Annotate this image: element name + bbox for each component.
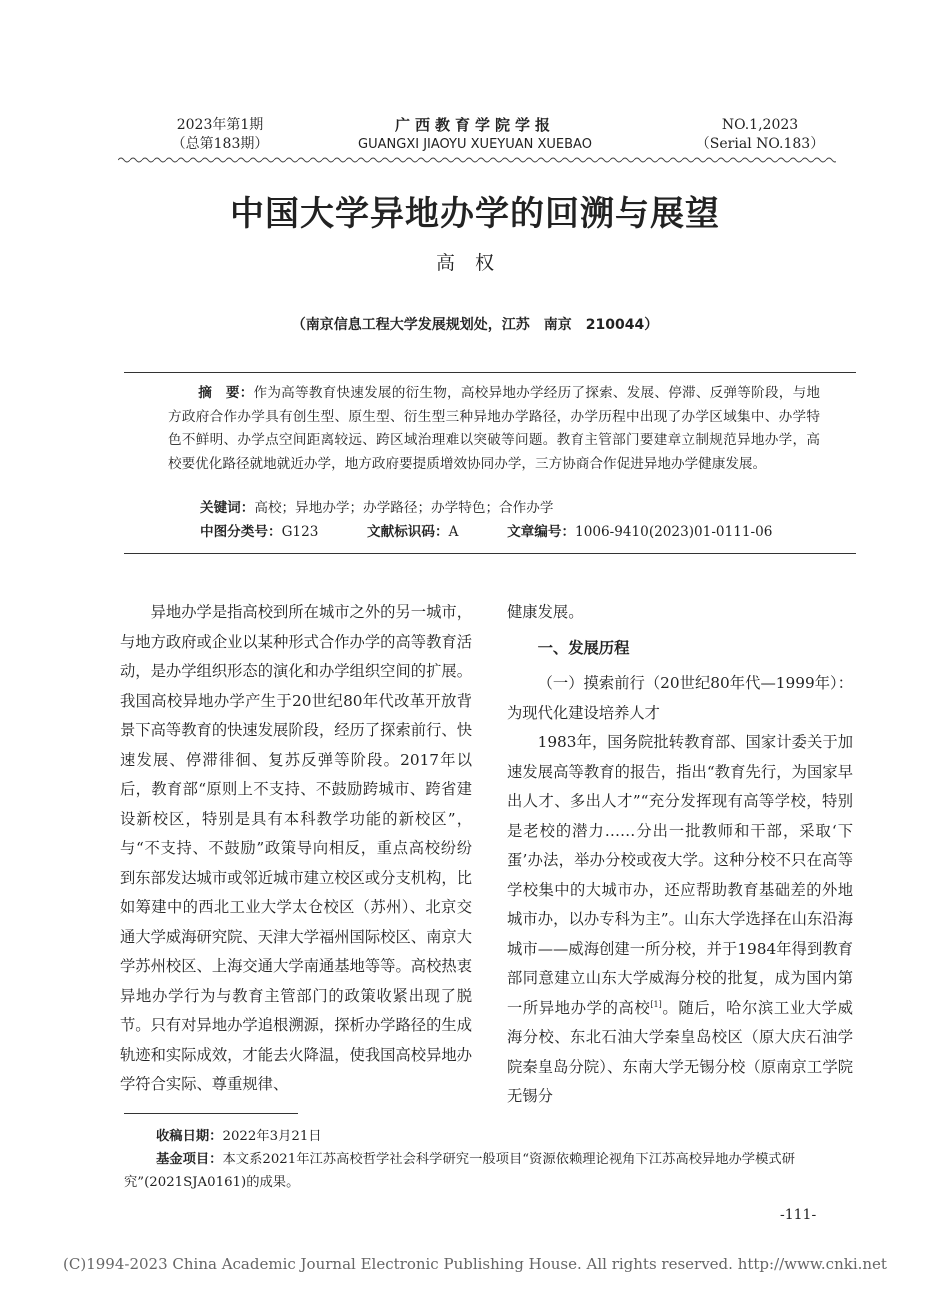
abstract-top-rule xyxy=(124,372,856,373)
issue-no: NO.1,2023 xyxy=(721,117,799,133)
footnote-rule xyxy=(124,1113,298,1114)
doc-code-value: A xyxy=(448,524,459,540)
issue-year: 2023年第1期 xyxy=(176,117,264,133)
keywords xyxy=(200,497,553,519)
subsection-heading: （一）摸索前行（20世纪80年代—1999年）：为现代化建设培养人才 xyxy=(507,674,853,722)
received-label: 收稿日期： xyxy=(156,1129,223,1144)
body-right-column xyxy=(507,598,853,1112)
body-continuation: 健康发展。 xyxy=(507,603,584,621)
issue-serial: （总第183期） xyxy=(171,136,269,152)
body-text-part: 1983年，国务院批转教育部、国家计委关于加速发展高等教育的报告，指出“教育先行，为国家早出人才、多出人才”“充分发挥现有高等学校，特别是老校的潜力……分出一批教师和干部，采取‘下蛋’办法，举办分校或夜大学。这种分校不只在高等学校集中的大城市办，还应帮助教育基础差的外地城市办，以办专科为主”。山东大学选择在山东沿海城市——威海创建一所分校，并于1984年得到教育部同意建立山东大学威海分校的批复，成为国内第一所异地办学的高校 xyxy=(507,733,853,1017)
keywords-label: 关键词： xyxy=(200,500,255,516)
fund-info xyxy=(124,1148,844,1194)
body-paragraph xyxy=(507,728,853,1112)
abstract xyxy=(168,382,820,476)
issue-info-en xyxy=(690,116,830,154)
reference-marker[interactable]: [1] xyxy=(650,999,662,1009)
issue-serial-en: （Serial NO.183） xyxy=(695,136,825,152)
body-paragraph: 异地办学是指高校到所在城市之外的另一城市，与地方政府或企业以某种形式合作办学的高等教育活动，是办学组织形态的演化和办学组织空间的扩展。我国高校异地办学产生于20世纪80年代改革开放背景下高等教育的快速发展阶段，经历了探索前行、快速发展、停滞徘徊、复苏反弹等阶段。2017年以后，教育部“原则上不支持、不鼓励跨城市、跨省建设新校区，特别是具有本科教学功能的新校区”，与“不支持、不鼓励”政策导向相反，重点高校纷纷到东部发达城市或邻近城市建立校区或分支机构，比如筹建中的西北工业大学太仓校区（苏州）、北京交通大学威海研究院、天津大学福州国际校区、南京大学苏州校区、上海交通大学南通基地等等。高校热衷异地办学行为与教育主管部门的政策收紧出现了脱节。只有对异地办学追根溯源，探析办学路径的生成轨迹和实际成效，才能去火降温，使我国高校异地办学符合实际、尊重规律、 xyxy=(120,603,472,1093)
fund-label: 基金项目： xyxy=(156,1152,223,1167)
article-title: 中国大学异地办学的回溯与展望 xyxy=(230,194,720,234)
body-left-column xyxy=(120,598,472,1100)
abstract-text: 作为高等教育快速发展的衍生物，高校异地办学经历了探索、发展、停滞、反弹等阶段，与地方政府合作办学具有创生型、原生型、衍生型三种异地办学路径，办学历程中出现了办学区域集中、办学特色不鲜明、办学点空间距离较远、跨区域治理难以突破等问题。教育主管部门要建章立制规范异地办学，高校要优化路径就地就近办学，地方政府要提质增效协同办学，三方协商合作促进异地办学健康发展。 xyxy=(168,385,821,472)
received-date xyxy=(156,1125,876,1148)
author-affiliation: （南京信息工程大学发展规划处，江苏 南京 210044） xyxy=(291,317,659,333)
body-text-part: 。随后，哈尔滨工业大学威海分校、东北石油大学秦皇岛校区（原大庆石油学院秦皇岛分院）、东南大学无锡分校（原南京工学院无锡分 xyxy=(507,998,853,1105)
copyright-notice: (C)1994-2023 China Academic Journal Electronic Publishing House. All rights reserved. http://www.cnki.net xyxy=(63,1255,887,1273)
doc-code-label: 文献标识码： xyxy=(367,524,449,540)
classification xyxy=(200,521,772,543)
fund-text: 本文系2021年江苏高校哲学社会科学研究一般项目“资源依赖理论视角下江苏高校异地办学模式研究”(2021SJA0161)的成果。 xyxy=(124,1152,795,1190)
journal-name-en: GUANGXI JIAOYU XUEYUAN XUEBAO xyxy=(358,137,592,152)
section-heading: 一、发展历程 xyxy=(537,638,630,657)
abstract-bottom-rule xyxy=(124,553,856,554)
article-no-label: 文章编号： xyxy=(507,524,576,540)
journal-name-cn: 广西教育学院学报 xyxy=(394,116,555,134)
received-value: 2022年3月21日 xyxy=(222,1129,322,1144)
author-name: 高权 xyxy=(435,252,514,274)
header-wave-divider xyxy=(118,156,836,164)
page-number: -111- xyxy=(780,1207,817,1223)
abstract-label: 摘 要： xyxy=(198,385,254,401)
article-no-value: 1006-9410(2023)01-0111-06 xyxy=(575,524,773,540)
journal-name xyxy=(330,116,620,154)
keywords-text: 高校；异地办学；办学路径；办学特色；合作办学 xyxy=(254,500,554,516)
clc-label: 中图分类号： xyxy=(200,524,282,540)
clc-value: G123 xyxy=(281,524,319,540)
issue-info xyxy=(150,116,290,154)
